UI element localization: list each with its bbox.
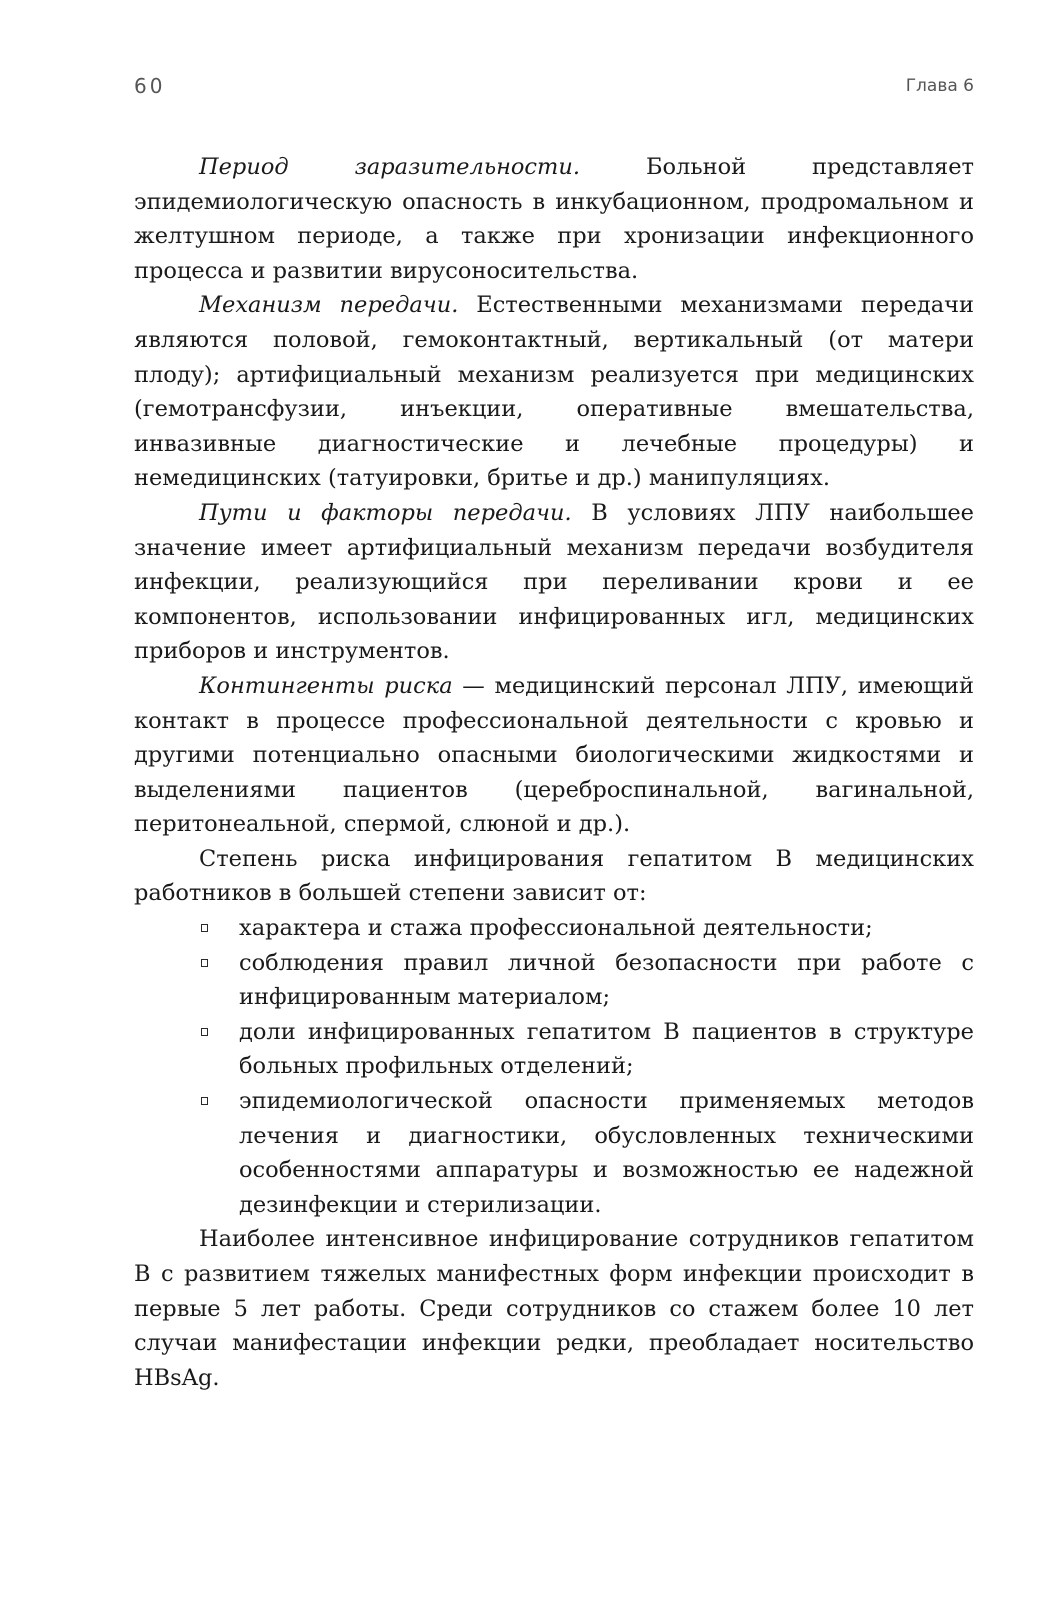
paragraph-lead: Механизм передачи. (199, 292, 459, 319)
list-item-text: эпидемиологической опасности применяемых методов лечения и диагностики, обусловленных техническими особенностями аппаратуры и возможностью ее надежной дезинфекции и стерилизации. (239, 1088, 974, 1218)
list-item (239, 946, 974, 1015)
list-item-text: соблюдения правил личной безопасности при работе с инфицированным материалом; (239, 949, 974, 1011)
paragraph-lead: Контингенты риска (199, 672, 453, 699)
paragraph-text: В условиях ЛПУ наибольшее значение имеет артифициальный механизм передачи возбудителя инфекции, реализующийся при переливании крови и ее компонентов, использовании инфицированных игл, медицинских приборов и инструментов. (134, 499, 974, 665)
body-text (134, 150, 974, 1395)
running-head (134, 74, 974, 104)
square-bullet-icon (201, 924, 208, 932)
risk-factors-list (134, 911, 974, 1222)
paragraph-contagious-period (134, 150, 974, 288)
list-item-text: доли инфицированных гепатитом В пациентов в структуре больных профильных отделений; (239, 1018, 974, 1080)
paragraph-lead: Пути и факторы передачи. (199, 499, 572, 526)
chapter-label: Глава 6 (905, 76, 974, 96)
paragraph-risk-groups (134, 669, 974, 842)
list-item (239, 1015, 974, 1084)
square-bullet-icon (201, 959, 208, 967)
paragraph-risk-degree: Степень риска инфицирования гепатитом В медицинских работников в большей степени зависит от: (134, 845, 974, 907)
square-bullet-icon (201, 1097, 208, 1105)
paragraph-text: Больной представляет эпидемиологическую опасность в инкубационном, продромальном и желтушном периоде, а также при хронизации инфекционного процесса и развитии вирусоносительства. (134, 154, 974, 284)
paragraph-text: — медицинский персонал ЛПУ, имеющий контакт в процессе профессиональной деятельности с кровью и другими потенциально опасными биологическими жидкостями и выделениями пациентов (цереброспинальной, вагинальной, перитонеальной, спермой, слюной и др.). (134, 672, 975, 838)
paragraph-intensive-infection: Наиболее интенсивное инфицирование сотрудников гепатитом В с развитием тяжелых манифестных форм инфекции происходит в первые 5 лет работы. Среди сотрудников со стажем более 10 лет случаи манифестации инфекции редки, преобладает носительство HBsAg. (134, 1226, 974, 1391)
paragraph-transmission-mechanism (134, 288, 974, 496)
paragraph-lead: Период заразительности. (199, 154, 581, 180)
paragraph-text: Естественными механизмами передачи являются половой, гемоконтактный, вертикальный (от матери плоду); артифициальный механизм реализуется при медицинских (гемотрансфузии, инъекции, оперативные вмешательства, инвазивные диагностические и лечебные процедуры) и немедицинских (татуировки, бритье и др.) манипуляциях. (134, 292, 974, 492)
paragraph-transmission-routes (134, 496, 974, 669)
list-item (239, 1084, 974, 1222)
square-bullet-icon (201, 1028, 208, 1036)
list-item (239, 911, 974, 946)
page-number: 60 (134, 74, 166, 98)
list-item-text: характера и стажа профессиональной деятельности; (239, 915, 873, 942)
